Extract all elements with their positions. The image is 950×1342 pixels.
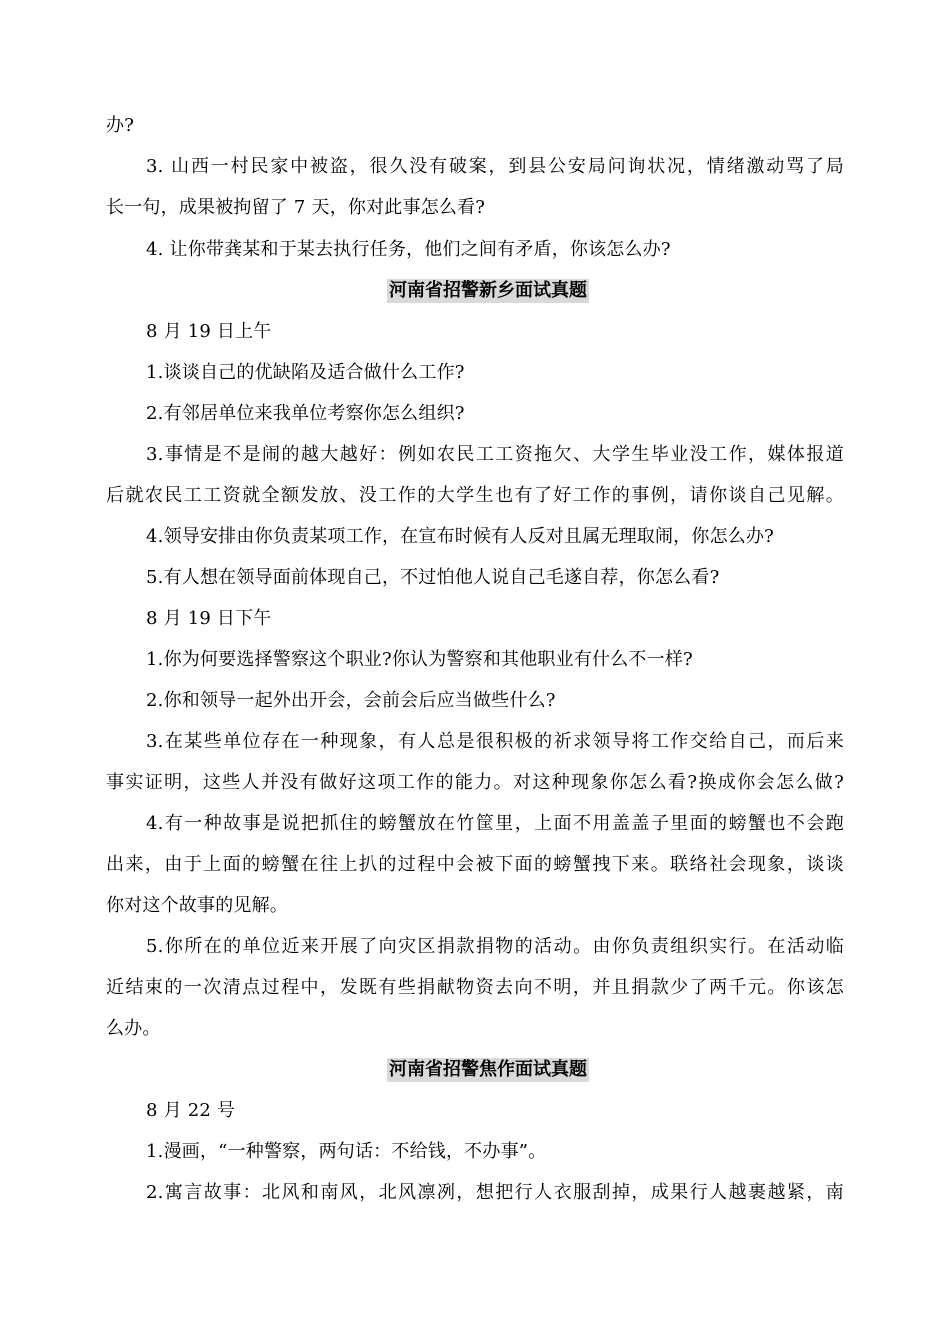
am-question-3-line-1: 3.事情是不是闹的越大越好：例如农民工工资拖欠、大学生毕业没工作，媒体报道: [146, 444, 844, 465]
am-question-3-line-2: 后就农民工工资就全额发放、没工作的大学生也有了好工作的事例，请你谈自己见解。: [106, 485, 844, 506]
am-question-4: 4.领导安排由你负责某项工作，在宣布时候有人反对且属无理取闹，你怎么办?: [146, 526, 775, 547]
question-3-line-1: 3. 山西一村民家中被盗，很久没有破案，到县公安局问询状况，情绪激动骂了局: [146, 156, 844, 177]
pm-question-5-line-2: 近结束的一次清点过程中，发既有些捐献物资去向不明，并且捐款少了两千元。你该怎: [106, 977, 844, 998]
pm-question-3-line-1: 3.在某些单位存在一种现象，有人总是很积极的祈求领导将工作交给自己，而后来: [146, 731, 844, 752]
jiaozuo-question-1: 1.漫画，“一种警察，两句话：不给钱，不办事”。: [146, 1141, 547, 1162]
section-title-xinxiang: 河南省招警新乡面试真题: [389, 280, 587, 301]
pm-question-1: 1.你为何要选择警察这个职业?你认为警察和其他职业有什么不一样?: [146, 649, 693, 670]
question-4: 4. 让你带龚某和于某去执行任务，他们之间有矛盾，你该怎么办?: [146, 239, 671, 260]
session-date-pm: 8 月 19 日下午: [146, 608, 272, 629]
jiaozuo-question-2-line-1: 2.寓言故事：北风和南风，北风凛冽，想把行人衣服刮掉，成果行人越裹越紧，南: [146, 1182, 844, 1203]
pm-question-4-line-2: 出来，由于上面的螃蟹在往上扒的过程中会被下面的螃蟹拽下来。联络社会现象，谈谈: [106, 854, 844, 875]
session-date-am: 8 月 19 日上午: [146, 321, 272, 342]
pm-question-3-line-2: 事实证明，这些人并没有做好这项工作的能力。对这种现象你怎么看?换成你会怎么做?: [106, 772, 844, 793]
pm-question-4-line-1: 4.有一种故事是说把抓住的螃蟹放在竹筐里，上面不用盖盖子里面的螃蟹也不会跑: [146, 813, 844, 834]
am-question-2: 2.有邻居单位来我单位考察你怎么组织?: [146, 403, 465, 424]
am-question-5: 5.有人想在领导面前体现自己，不过怕他人说自己毛遂自荐，你怎么看?: [146, 567, 720, 588]
pm-question-5-line-3: 么办。: [106, 1018, 161, 1039]
pm-question-4-line-3: 你对这个故事的见解。: [106, 895, 288, 916]
section-title-jiaozuo: 河南省招警焦作面试真题: [389, 1059, 587, 1080]
question-3-line-2: 长一句，成果被拘留了 7 天，你对此事怎么看?: [106, 197, 486, 218]
am-question-1: 1.谈谈自己的优缺陷及适合做什么工作?: [146, 362, 465, 383]
session-date-jiaozuo: 8 月 22 号: [146, 1100, 236, 1121]
pm-question-5-line-1: 5.你所在的单位近来开展了向灾区捐款捐物的活动。由你负责组织实行。在活动临: [146, 936, 844, 957]
paragraph-line: 办?: [106, 115, 135, 136]
pm-question-2: 2.你和领导一起外出开会，会前会后应当做些什么?: [146, 690, 556, 711]
